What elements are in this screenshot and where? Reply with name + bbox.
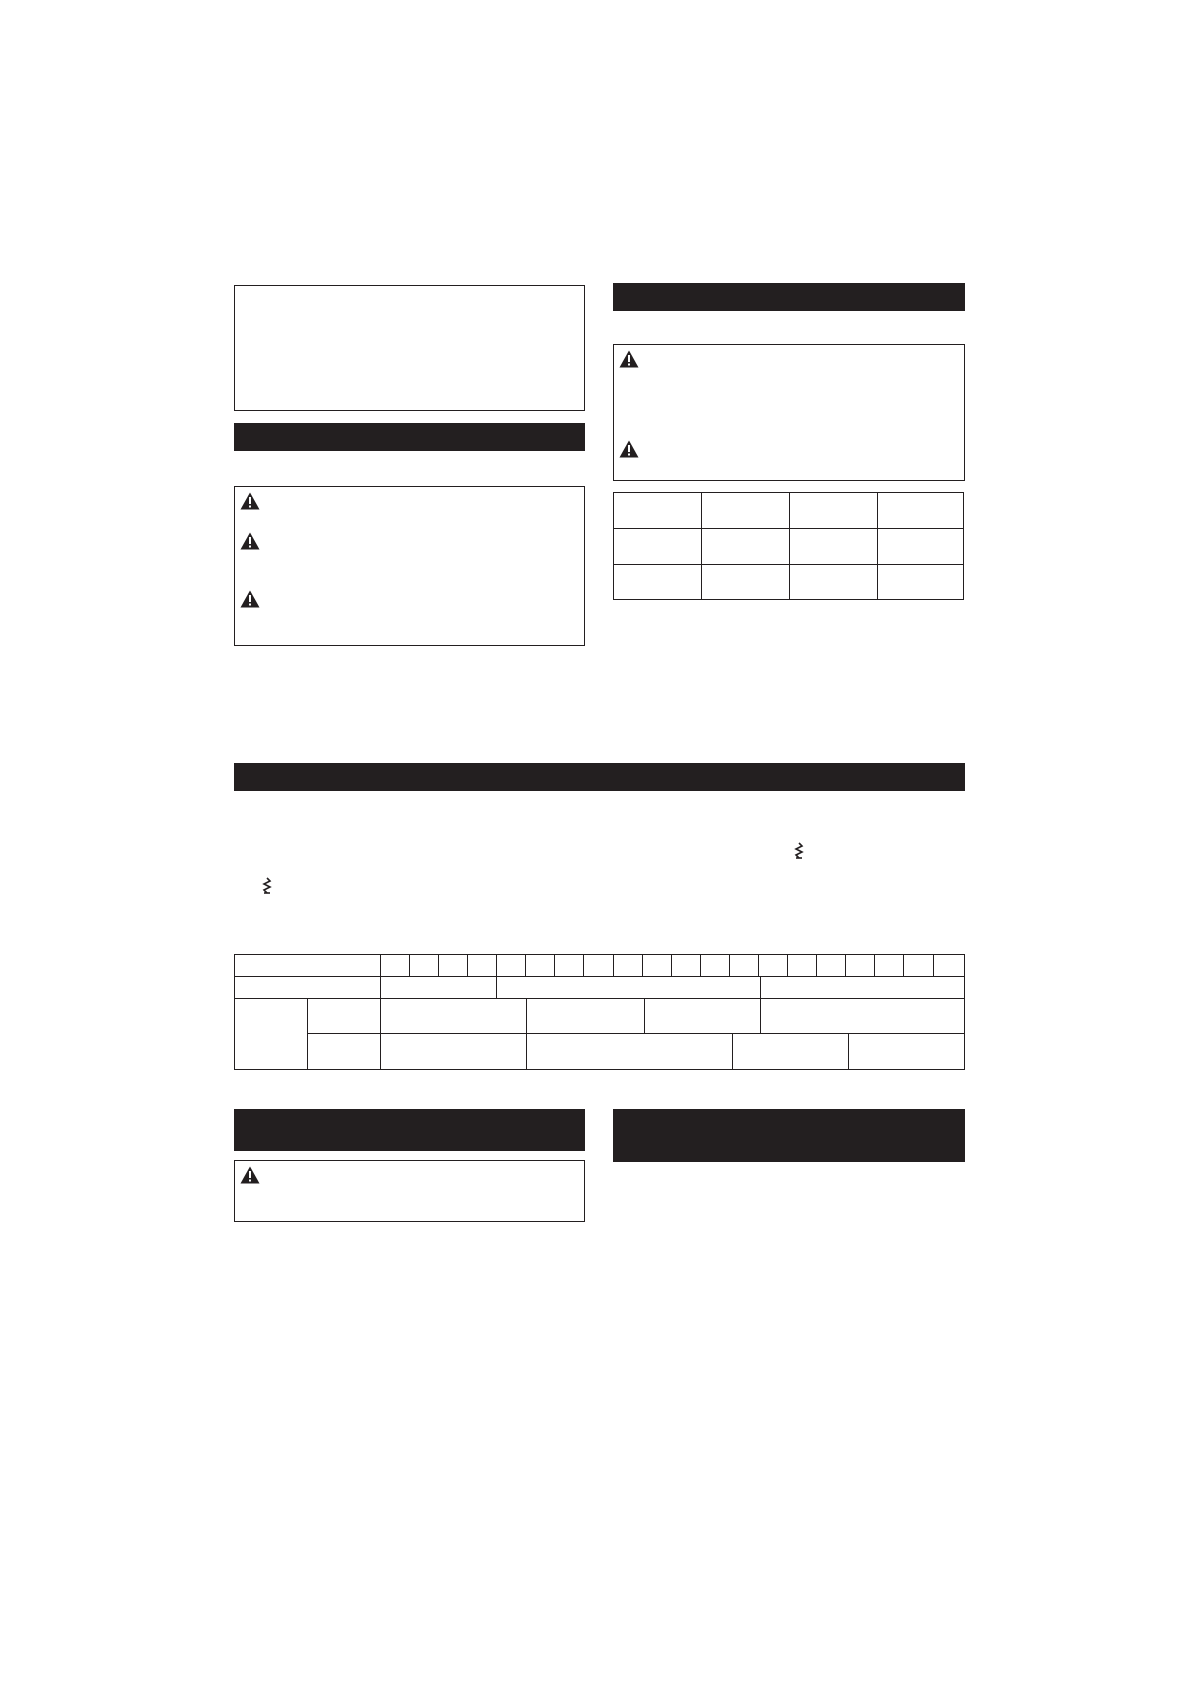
section-header-bar <box>234 1109 585 1151</box>
table-cell <box>702 529 790 565</box>
warning-icon <box>619 440 639 458</box>
wide-spec-table <box>234 954 965 1070</box>
spec-table <box>613 492 964 600</box>
table-cell <box>235 977 381 999</box>
table-cell <box>381 955 410 977</box>
table-cell <box>701 955 730 977</box>
table-cell <box>878 565 964 600</box>
table-cell <box>468 955 497 977</box>
table-cell <box>497 977 761 999</box>
warning-icon <box>240 1166 260 1184</box>
table-cell <box>849 1034 965 1070</box>
table-cell <box>497 955 526 977</box>
table-cell <box>584 955 614 977</box>
table-cell <box>733 1034 849 1070</box>
table-cell <box>381 977 497 999</box>
gear-symbol-icon <box>262 877 272 895</box>
note-box <box>234 285 585 411</box>
table-cell <box>904 955 934 977</box>
table-cell <box>702 493 790 529</box>
table-cell <box>614 955 643 977</box>
warning-box <box>613 344 965 481</box>
table-cell <box>614 565 702 600</box>
warning-icon <box>619 350 639 368</box>
section-header-bar <box>234 763 965 791</box>
section-header-bar <box>234 423 585 451</box>
table-cell <box>702 565 790 600</box>
table-cell <box>527 999 645 1034</box>
warning-box <box>234 1160 585 1222</box>
table-cell <box>790 565 878 600</box>
table-cell <box>817 955 846 977</box>
table-cell <box>878 493 964 529</box>
table-cell <box>235 999 308 1070</box>
table-cell <box>875 955 904 977</box>
table-cell <box>761 999 965 1034</box>
warning-icon <box>240 492 260 510</box>
table-cell <box>934 955 965 977</box>
section-header-bar <box>613 1109 965 1162</box>
table-cell <box>730 955 759 977</box>
table-cell <box>672 955 701 977</box>
table-cell <box>614 529 702 565</box>
table-cell <box>761 977 965 999</box>
warning-box <box>234 486 585 646</box>
table-cell <box>439 955 468 977</box>
warning-icon <box>240 590 260 608</box>
table-cell <box>527 1034 733 1070</box>
table-cell <box>308 1034 381 1070</box>
table-cell <box>643 955 672 977</box>
gear-symbol-icon <box>794 842 804 860</box>
table-cell <box>645 999 761 1034</box>
table-cell <box>878 529 964 565</box>
table-cell <box>308 999 381 1034</box>
table-cell <box>235 955 381 977</box>
table-cell <box>790 493 878 529</box>
table-cell <box>790 529 878 565</box>
table-cell <box>381 999 527 1034</box>
warning-icon <box>240 532 260 550</box>
table-cell <box>614 493 702 529</box>
section-header-bar <box>613 283 965 311</box>
table-cell <box>846 955 875 977</box>
table-cell <box>788 955 817 977</box>
table-cell <box>526 955 555 977</box>
table-cell <box>381 1034 527 1070</box>
table-cell <box>555 955 584 977</box>
table-cell <box>759 955 788 977</box>
table-cell <box>410 955 439 977</box>
